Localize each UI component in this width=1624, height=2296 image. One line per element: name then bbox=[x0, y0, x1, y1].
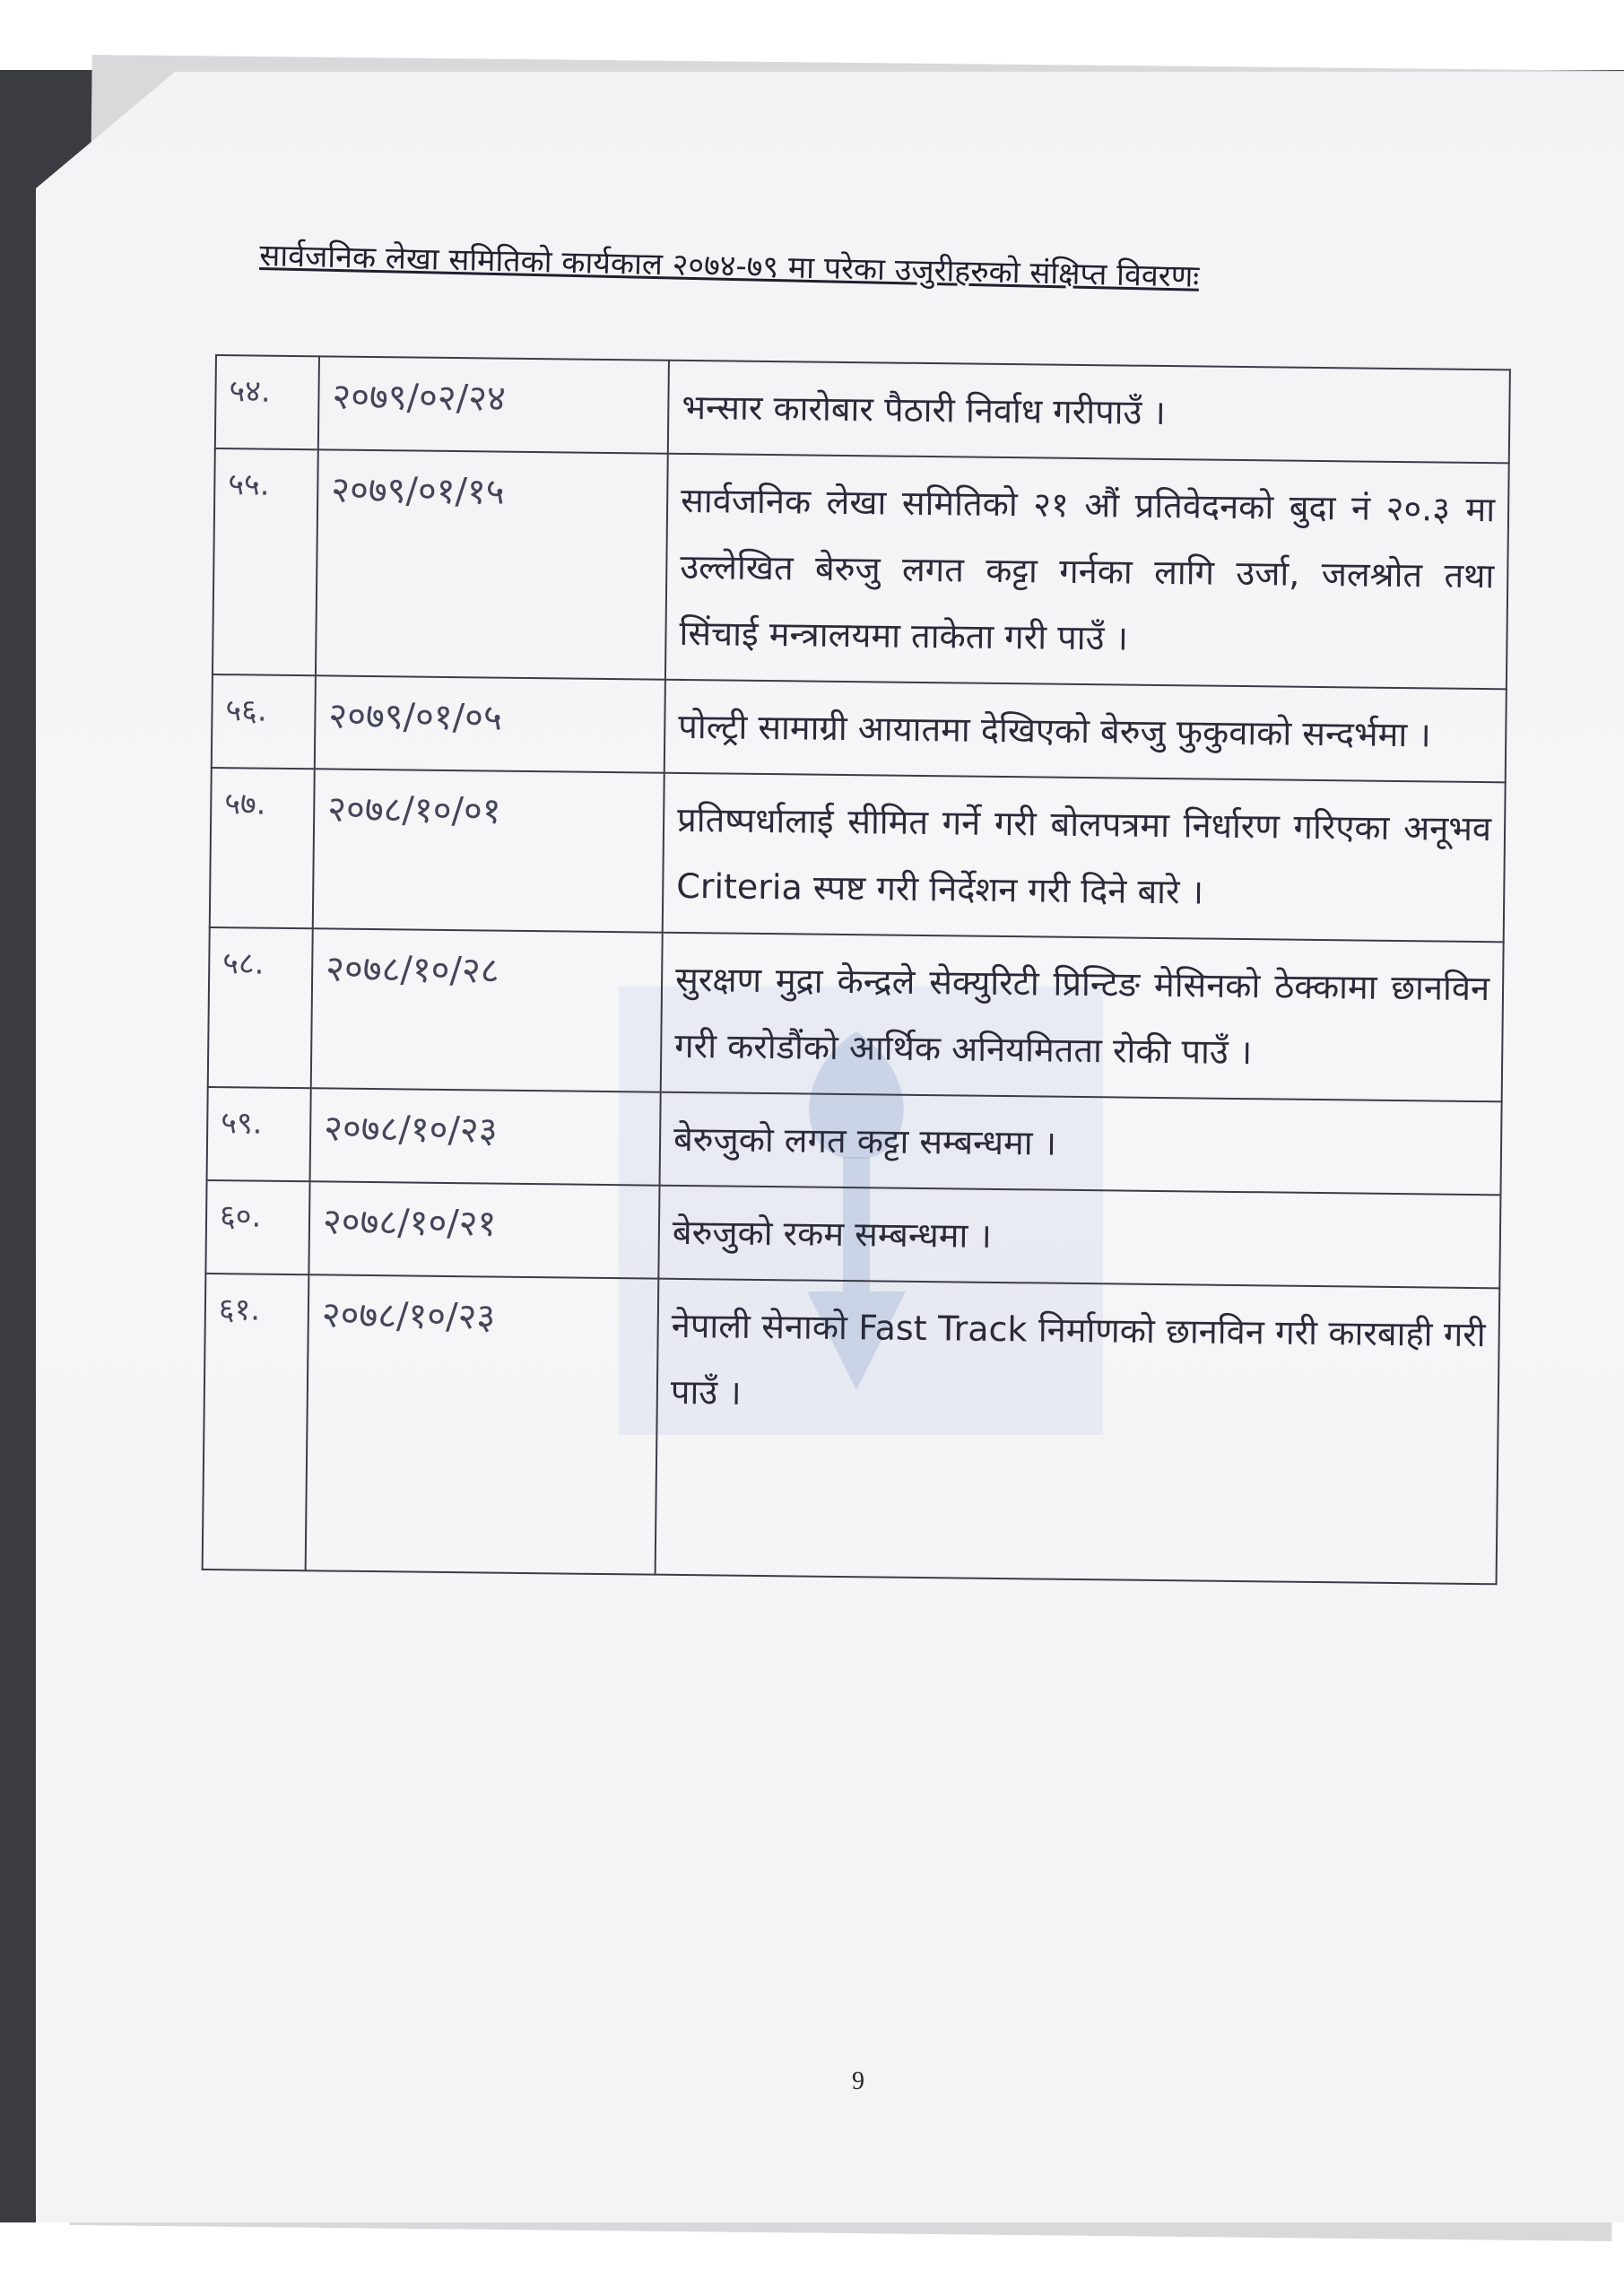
complaint-date: २०७८/१०/२८ bbox=[311, 928, 663, 1091]
complaint-description: बेरुजुको लगत कट्टा सम्बन्धमा । bbox=[660, 1092, 1502, 1196]
complaint-description: पोल्ट्री सामाग्री आयातमा देखिएको बेरुजु फुकुवाको सन्दर्भमा । bbox=[664, 680, 1507, 783]
table-row bbox=[212, 674, 1507, 782]
serial-number: ५५. bbox=[213, 448, 318, 675]
serial-number: ५६. bbox=[212, 674, 316, 769]
complaint-date: २०७९/०१/१५ bbox=[316, 449, 668, 679]
page-heading: सार्वजनिक लेखा समितिको कार्यकाल २०७४-७९ मा परेका उजुरीहरुको संक्षिप्त विवरणः bbox=[258, 237, 1200, 295]
complaint-description: भन्सार कारोबार पैठारी निर्वाध गरीपाउँ । bbox=[668, 361, 1510, 464]
serial-number: ६०. bbox=[205, 1180, 309, 1274]
serial-number: ५९. bbox=[207, 1087, 311, 1181]
complaint-description: सुरक्षण मुद्रा केन्द्रले सेक्युरिटी प्रिन्टिङ मेसिनको ठेक्कामा छानविन गरी करोडौंको आर्थिक अनियमितता रोकी पाउँ । bbox=[661, 933, 1504, 1102]
complaint-description: सार्वजनिक लेखा समितिको २१ औं प्रतिवेदनको बुदा नं २०.३ मा उल्लेखित बेरुजु लगत कट्टा गर्नका लागि उर्जा, जलश्रोत तथा सिंचाई मन्त्रालयमा ताकेता गरी पाउँ । bbox=[665, 454, 1509, 690]
serial-number: ५४. bbox=[215, 355, 319, 449]
serial-number: ६१. bbox=[203, 1274, 309, 1570]
table-row bbox=[210, 768, 1506, 942]
complaint-date: २०७८/१०/२१ bbox=[308, 1181, 659, 1278]
complaint-description: बेरुजुको रकम सम्बन्धमा । bbox=[658, 1186, 1500, 1289]
page-number: 9 bbox=[852, 2067, 864, 2095]
table-row bbox=[203, 1274, 1500, 1584]
table-row bbox=[205, 1180, 1500, 1288]
complaint-date: २०७८/१०/२३ bbox=[306, 1274, 659, 1574]
table-row bbox=[215, 355, 1510, 463]
complaints-table bbox=[202, 354, 1511, 1585]
complaint-date: २०७९/०१/०५ bbox=[315, 675, 665, 772]
complaint-date: २०७८/१०/२३ bbox=[310, 1088, 661, 1185]
complaint-description: प्रतिष्पर्धालाई सीमित गर्ने गरी बोलपत्रमा निर्धारण गरिएका अनूभव Criteria स्पष्ट गरी निर्देशन गरी दिने बारे । bbox=[663, 773, 1506, 943]
complaint-date: २०७९/०२/२४ bbox=[318, 356, 669, 453]
table-row bbox=[208, 927, 1504, 1101]
table-row bbox=[213, 448, 1509, 689]
serial-number: ५८. bbox=[208, 927, 313, 1088]
complaint-description: नेपाली सेनाको Fast Track निर्माणको छानविन गरी कारबाही गरी पाउँ । bbox=[656, 1279, 1500, 1585]
complaint-date: २०७८/१०/०१ bbox=[313, 769, 664, 932]
table-row bbox=[207, 1087, 1502, 1195]
serial-number: ५७. bbox=[210, 768, 315, 928]
